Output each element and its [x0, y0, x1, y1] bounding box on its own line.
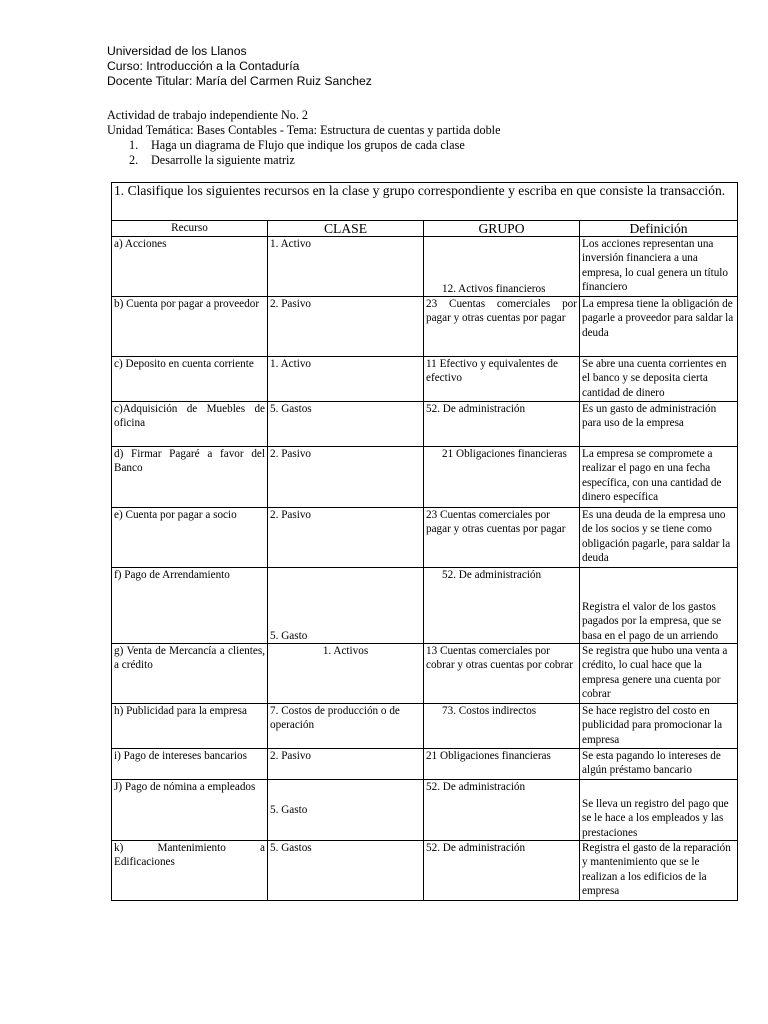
cell-grupo: 12. Activos financieros: [424, 237, 580, 297]
cell-clase: 5. Gastos: [268, 841, 424, 901]
teacher-name: Docente Titular: María del Carmen Ruiz Sanchez: [107, 73, 372, 88]
cell-clase: 1. Activo: [268, 357, 424, 402]
cell-definicion: Se abre una cuenta corrientes en el banco y se deposita cierta cantidad de dinero: [580, 357, 738, 402]
header-clase: CLASE: [268, 221, 424, 237]
instruction-text: Desarrolle la siguiente matriz: [151, 153, 295, 167]
cell-grupo: 52. De administración: [424, 780, 580, 841]
table-row: [112, 749, 738, 780]
document-header: [107, 44, 372, 88]
cell-grupo: 13 Cuentas comerciales por cobrar y otras cuentas por cobrar: [424, 644, 580, 704]
cell-clase: 2. Pasivo: [268, 297, 424, 357]
cell-definicion: Se registra que hubo una venta a crédito, lo cual hace que la empresa genere una cuenta por cobrar: [580, 644, 738, 704]
table-row: [112, 508, 738, 568]
cell-definicion: Registra el gasto de la reparación y mantenimiento que se le realizan a los edificios de la empresa: [580, 841, 738, 901]
cell-definicion: Es una deuda de la empresa uno de los socios y se tiene como obligación pagarle, para saldar la deuda: [580, 508, 738, 568]
activity-unit: Unidad Temática: Bases Contables - Tema: Estructura de cuentas y partida doble: [107, 123, 501, 137]
cell-recurso: d) Firmar Pagaré a favor del Banco: [112, 447, 268, 508]
instruction-item: [107, 153, 500, 168]
cell-clase: 2. Pasivo: [268, 508, 424, 568]
cell-clase: 2. Pasivo: [268, 447, 424, 508]
table-header-row: [112, 221, 738, 237]
cell-recurso: f) Pago de Arrendamiento: [112, 568, 268, 644]
cell-definicion: La empresa tiene la obligación de pagarle a proveedor para saldar la deuda: [580, 297, 738, 357]
cell-clase: 1. Activo: [268, 237, 424, 297]
cell-recurso: b) Cuenta por pagar a proveedor: [112, 297, 268, 357]
cell-grupo: 21 Obligaciones financieras: [424, 447, 580, 508]
instruction-text: Haga un diagrama de Flujo que indique los grupos de cada clase: [151, 138, 465, 152]
table-row: [112, 237, 738, 297]
table-row: [112, 447, 738, 508]
table-row: [112, 568, 738, 644]
course-name: Curso: Introducción a la Contaduría: [107, 58, 300, 73]
instruction-number: 2.: [129, 153, 139, 167]
cell-clase: 5. Gastos: [268, 402, 424, 447]
cell-recurso: h) Publicidad para la empresa: [112, 704, 268, 749]
header-recurso: Recurso: [112, 221, 268, 237]
cell-definicion: Se hace registro del costo en publicidad para promocionar la empresa: [580, 704, 738, 749]
table-row: [112, 841, 738, 901]
classification-matrix: [111, 182, 738, 901]
cell-definicion: Es un gasto de administración para uso de la empresa: [580, 402, 738, 447]
cell-definicion: La empresa se compromete a realizar el pago en una fecha específica, con una cantidad de dinero específica: [580, 447, 738, 508]
cell-recurso: c)Adquisición de Muebles de oficina: [112, 402, 268, 447]
cell-recurso: k) Mantenimiento a Edificaciones: [112, 841, 268, 901]
cell-recurso: c) Deposito en cuenta corriente: [112, 357, 268, 402]
cell-recurso: a) Acciones: [112, 237, 268, 297]
university-name: Universidad de los Llanos: [107, 44, 247, 58]
cell-definicion: Se lleva un registro del pago que se le hace a los empleados y las prestaciones: [580, 780, 738, 841]
cell-definicion: Los acciones representan una inversión financiera a una empresa, lo cual genera un título financiero: [580, 237, 738, 297]
header-definicion: Definición: [580, 221, 738, 237]
question-text: 1. Clasifique los siguientes recursos en la clase y grupo correspondiente y escriba en que consiste la transacción.: [112, 183, 738, 221]
table-row: [112, 357, 738, 402]
cell-grupo: 52. De administración: [424, 402, 580, 447]
cell-grupo: 52. De administración: [424, 568, 580, 644]
cell-recurso: J) Pago de nómina a empleados: [112, 780, 268, 841]
cell-grupo: 21 Obligaciones financieras: [424, 749, 580, 780]
table-row: [112, 704, 738, 749]
cell-clase: 7. Costos de producción o de operación: [268, 704, 424, 749]
cell-grupo: 23 Cuentas comerciales por pagar y otras cuentas por pagar: [424, 508, 580, 568]
cell-recurso: g) Venta de Mercancía a clientes, a crédito: [112, 644, 268, 704]
table-row: [112, 297, 738, 357]
cell-definicion: Se esta pagando lo intereses de algún préstamo bancario: [580, 749, 738, 780]
cell-recurso: e) Cuenta por pagar a socio: [112, 508, 268, 568]
cell-grupo: 11 Efectivo y equivalentes de efectivo: [424, 357, 580, 402]
table-row: [112, 644, 738, 704]
table-row: [112, 780, 738, 841]
cell-clase: 5. Gasto: [268, 780, 424, 841]
instruction-item: [107, 138, 500, 153]
instruction-number: 1.: [129, 138, 139, 152]
cell-recurso: i) Pago de intereses bancarios: [112, 749, 268, 780]
table-row: [112, 402, 738, 447]
instruction-list: [107, 138, 500, 168]
cell-grupo: 73. Costos indirectos: [424, 704, 580, 749]
activity-description: [107, 108, 500, 168]
question-row: [112, 183, 738, 221]
activity-title: Actividad de trabajo independiente No. 2: [107, 108, 309, 122]
cell-clase: 5. Gasto: [268, 568, 424, 644]
cell-clase: 2. Pasivo: [268, 749, 424, 780]
cell-clase: 1. Activos: [268, 644, 424, 704]
cell-grupo: 23 Cuentas comerciales por pagar y otras cuentas por pagar: [424, 297, 580, 357]
cell-grupo: 52. De administración: [424, 841, 580, 901]
header-grupo: GRUPO: [424, 221, 580, 237]
cell-definicion: Registra el valor de los gastos pagados por la empresa, que se basa en el pago de un arriendo: [580, 568, 738, 644]
